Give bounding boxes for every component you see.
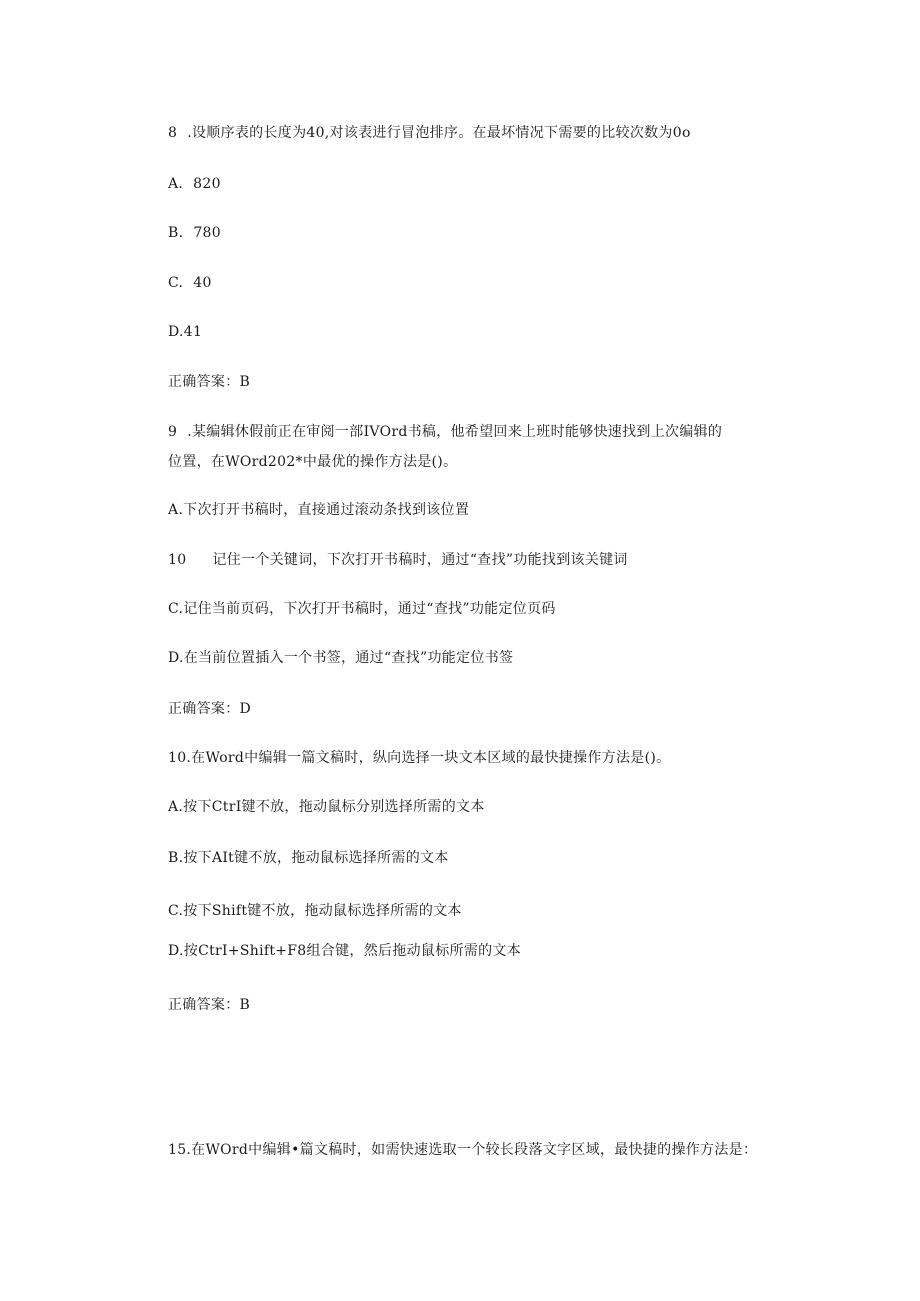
question-9-option-a: A.下次打开书稿时，直接通过滚动条找到该位置 <box>168 502 470 518</box>
question-10-answer: 正确答案：B <box>168 997 251 1013</box>
option-text: D.41 <box>168 324 203 340</box>
question-8-option-b <box>168 224 221 242</box>
question-9-number: 9 <box>168 424 178 440</box>
option-text: 820 <box>193 176 221 192</box>
option-letter: A. <box>168 176 184 192</box>
question-8 <box>168 124 691 142</box>
question-8-text: .设顺序表的长度为40,对该表进行冒泡排序。在最坏情况下需要的比较次数为0o <box>187 125 691 141</box>
question-9-option-c: C.记住当前页码，下次打开书稿时，通过“查找”功能定位页码 <box>168 601 556 617</box>
question-10-option-c: C.按下Shift键不放，拖动鼠标选择所需的文本 <box>168 903 462 919</box>
option-text: 记住一个关键词，下次打开书稿时，通过“查找”功能找到该关键词 <box>212 552 628 568</box>
question-10: 10.在Word中编辑一篇文稿时，纵向选择一块文本区域的最快捷操作方法是()。 <box>168 750 671 766</box>
question-8-option-c <box>168 274 212 292</box>
option-letter: B. <box>168 225 184 241</box>
question-9-option-b <box>168 551 628 569</box>
option-text: 780 <box>193 225 221 241</box>
question-8-option-a <box>168 175 221 193</box>
option-text: 40 <box>193 275 212 291</box>
question-10-option-b: B.按下AIt键不放，拖动鼠标选择所需的文本 <box>168 850 449 866</box>
question-10-option-d: D.按CtrI+Shift+F8组合键，然后拖动鼠标所需的文本 <box>168 943 522 959</box>
question-8-answer: 正确答案：B <box>168 374 251 390</box>
option-number: 10 <box>168 552 187 568</box>
question-9-text-line2: 位置，在WOrd202*中最优的操作方法是()。 <box>168 454 458 470</box>
question-8-number: 8 <box>168 125 178 141</box>
question-8-option-d <box>168 323 202 341</box>
question-15: 15.在WOrd中编辑•篇文稿时，如需快速选取一个较长段落文字区域，最快捷的操作方法是： <box>168 1142 758 1158</box>
question-9-option-d: D.在当前位置插入一个书签，通过“查找”功能定位书签 <box>168 650 514 666</box>
question-9-text-line1: .某编辑休假前正在审阅一部IVOrd书稿，他希望回来上班时能够快速找到上次编辑的 <box>187 424 723 440</box>
question-9 <box>168 423 722 441</box>
question-9-answer: 正确答案：D <box>168 701 252 717</box>
option-letter: C. <box>168 275 184 291</box>
question-10-option-a: A.按下CtrI键不放，拖动鼠标分别选择所需的文本 <box>168 799 485 815</box>
